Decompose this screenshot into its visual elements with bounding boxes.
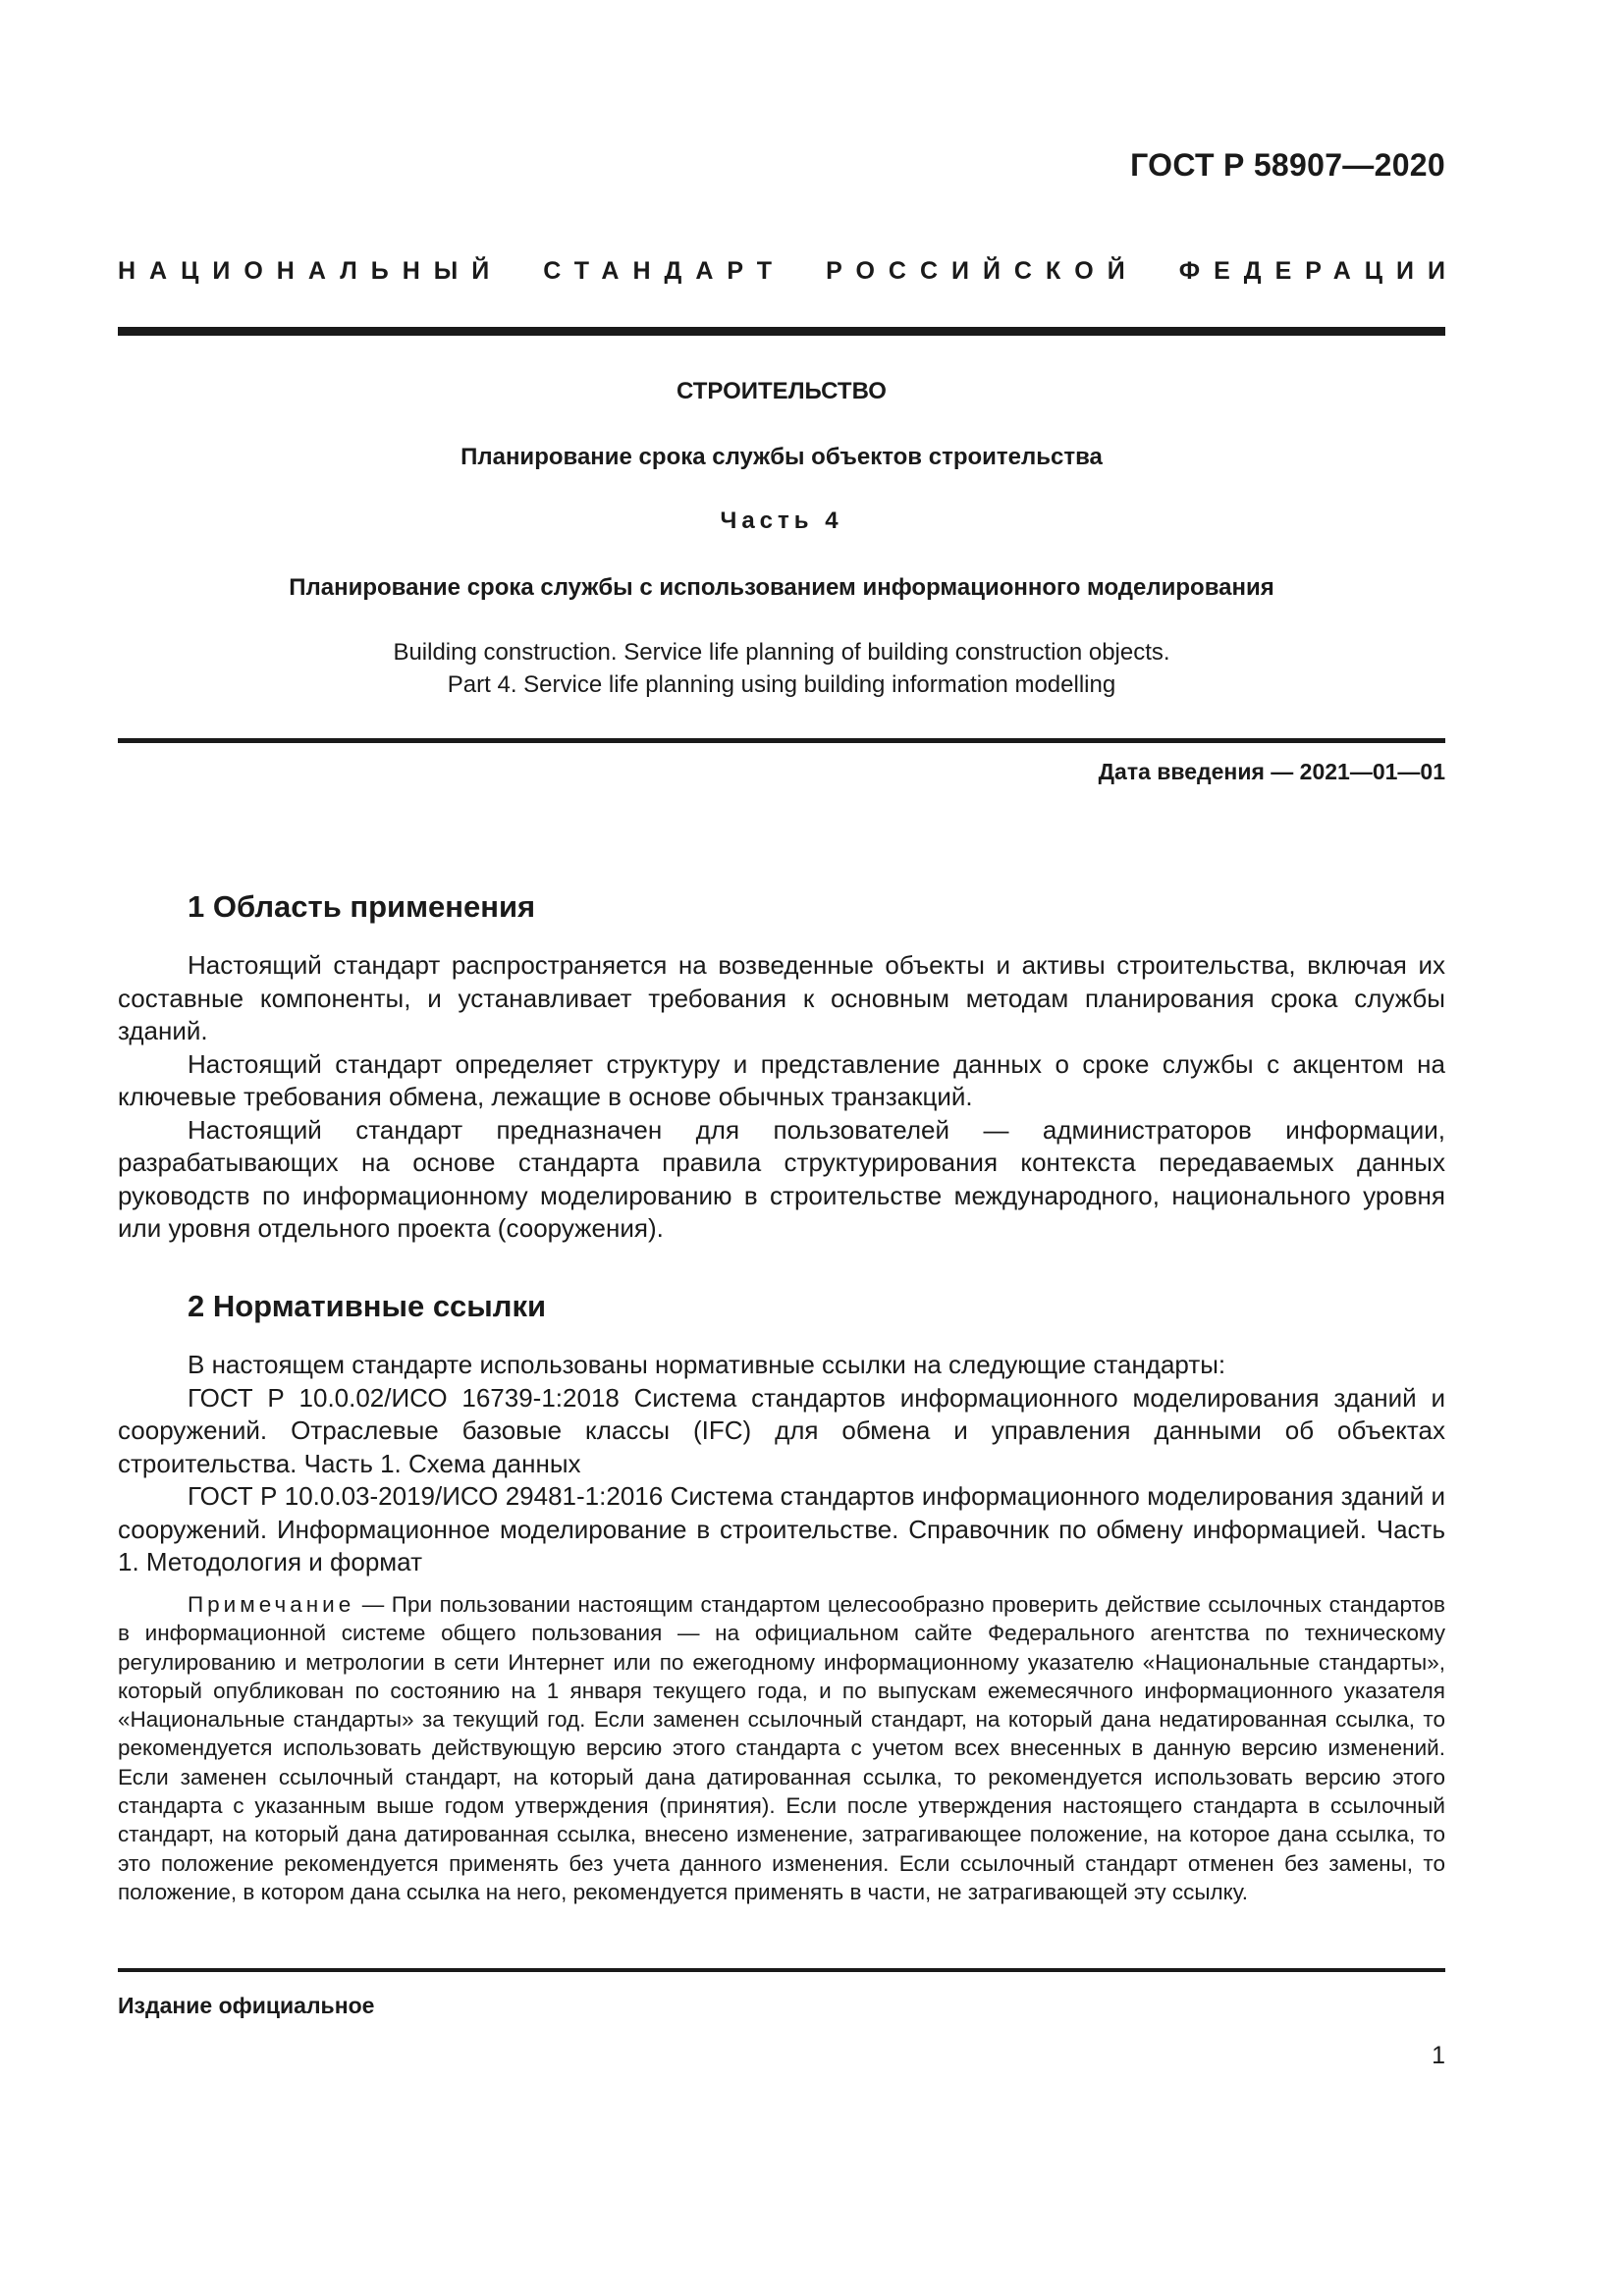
banner-word: ФЕДЕРАЦИИ [1178, 257, 1459, 285]
english-title [118, 636, 1445, 701]
title-part: Часть 4 [720, 507, 843, 534]
note-label: Примечание [188, 1592, 355, 1617]
section-2-heading: 2 Нормативные ссылки [188, 1289, 547, 1323]
banner-word: СТАНДАРТ [543, 257, 786, 285]
paragraph: В настоящем стандарте использованы нормативные ссылки на следующие стандарты: [188, 1350, 1226, 1379]
section-1-body [118, 949, 1445, 1246]
footer-divider [118, 1968, 1445, 1972]
page-number: 1 [1432, 2042, 1445, 2069]
paragraph: Настоящий стандарт распространяется на возведенные объекты и активы строительства, включая их составные компоненты, и устанавливает требования к основным методам планирования срока службы зданий. [118, 950, 1445, 1045]
note-text: — При пользовании настоящим стандартом целесообразно проверить действие ссылочных стандартов в информационной системе общего пользования — на официальном сайте Федерального агентства по техническому регулированию и метрологии в сети Интернет или по ежегодному информационному указателю «Национальные стандарты», который опубликован по состоянию на 1 января текущего года, и по выпускам ежемесячного информационного указателя «Национальные стандарты» за текущий год. Если заменен ссылочный стандарт, на который дана недатированная ссылка, то рекомендуется использовать действующую версию этого стандарта с учетом всех внесенных в данную версию изменений. Если заменен ссылочный стандарт, на который дана датированная ссылка, то рекомендуется использовать версию этого стандарта с указанным выше годом утверждения (принятия). Если после утверждения настоящего стандарта в ссылочный стандарт, на который дана датированная ссылка, внесено изменение, затрагивающее положение, на которое дана ссылка, то это положение рекомендуется применять без учета данного изменения. Если ссылочный стандарт отменен без замены, то положение, в котором дана ссылка на него, рекомендуется применять в части, не затрагивающей эту ссылку. [118, 1592, 1445, 1904]
title-divider [118, 738, 1445, 743]
official-edition-label: Издание официальное [118, 1993, 375, 2018]
header-divider [118, 327, 1445, 336]
paragraph: Настоящий стандарт определяет структуру и представление данных о сроке службы с акцентом на ключевые требования обмена, лежащие в основе обычных транзакций. [118, 1048, 1445, 1111]
section-1-heading: 1 Область применения [188, 889, 536, 924]
section-2-body [118, 1349, 1445, 1579]
banner-word: РОССИЙСКОЙ [826, 257, 1139, 285]
english-title-line: Building construction. Service life planning of building construction objects. [393, 639, 1170, 666]
reference-item: ГОСТ Р 10.0.03-2019/ИСО 29481-1:2016 Система стандартов информационного моделирования зданий и сооружений. Информационное моделирование в строительстве. Справочник по обмену информацией. Часть 1. Методология и формат [118, 1481, 1445, 1576]
national-standard-banner [118, 257, 1459, 286]
introduction-date: Дата введения — 2021—01—01 [1098, 759, 1445, 784]
main-title: СТРОИТЕЛЬСТВО [677, 378, 887, 404]
note-block [118, 1590, 1445, 1906]
title-subtitle-2: Планирование срока службы с использованием информационного моделирования [289, 574, 1274, 601]
banner-word: НАЦИОНАЛЬНЫЙ [118, 257, 504, 285]
reference-item: ГОСТ Р 10.0.02/ИСО 16739-1:2018 Система стандартов информационного моделирования зданий и сооружений. Отраслевые базовые классы (IFC) для обмена и управления данными об объектах строительства. Часть 1. Схема данных [118, 1382, 1445, 1478]
paragraph: Настоящий стандарт предназначен для пользователей — администраторов информации, разрабатывающих на основе стандарта правила структурирования контекста передаваемых данных руководств по информационному моделированию в строительстве международного, национального уровня или уровня отдельного проекта (сооружения). [118, 1114, 1445, 1243]
title-subtitle: Планирование срока службы объектов строительства [460, 444, 1103, 470]
english-title-line: Part 4. Service life planning using building information modelling [447, 671, 1116, 698]
document-code: ГОСТ Р 58907—2020 [1130, 147, 1445, 183]
